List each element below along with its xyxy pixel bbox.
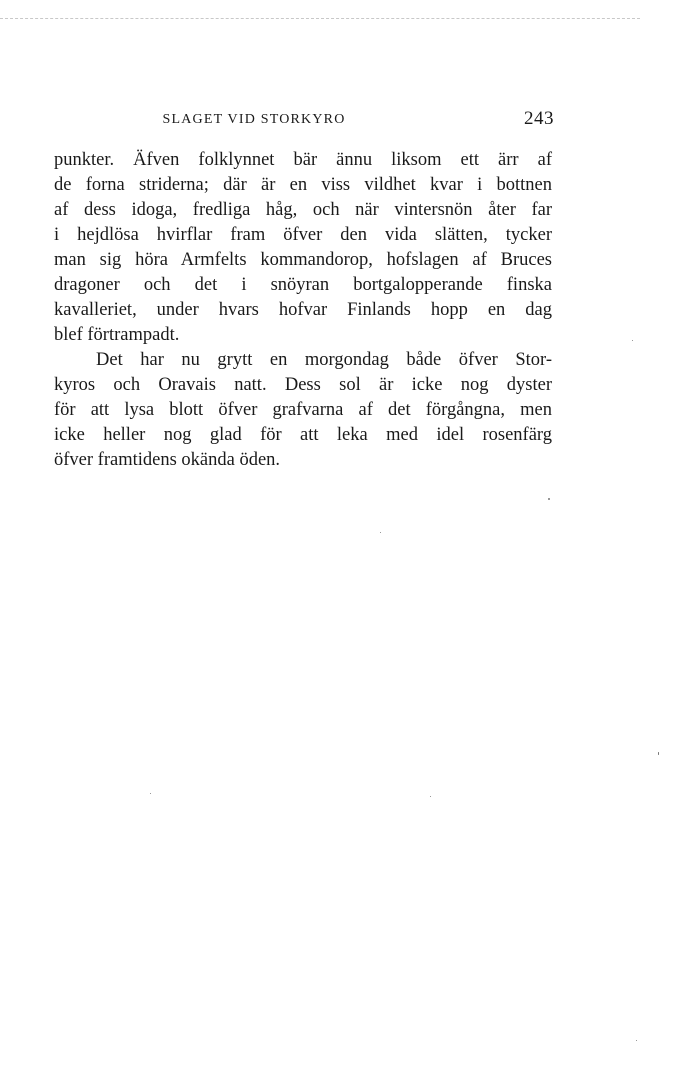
- text-body: [54, 148, 552, 473]
- scan-speck: [380, 532, 381, 533]
- scan-speck: [636, 1040, 637, 1041]
- running-head: [54, 108, 554, 132]
- scan-speck: [548, 498, 550, 500]
- text-line: de forna striderna; där är en viss vildhet kvar i bottnen: [54, 175, 552, 195]
- running-title: SLAGET VID STORKYRO: [162, 112, 346, 127]
- text-line: icke heller nog glad för att leka med idel rosenfärg: [54, 425, 552, 445]
- text-line: dragoner och det i snöyran bortgalopperande finska: [54, 275, 552, 295]
- text-line: punkter. Äfven folklynnet bär ännu liksom ett ärr af: [54, 150, 552, 170]
- text-line: af dess idoga, fredliga håg, och när vintersnön åter far: [54, 200, 552, 220]
- text-line: Det har nu grytt en morgondag både öfver Stor-: [96, 350, 552, 370]
- page-number: 243: [524, 108, 554, 129]
- text-line: kavalleriet, under hvars hofvar Finlands hopp en dag: [54, 300, 552, 320]
- text-line: i hejdlösa hvirflar fram öfver den vida slätten, tycker: [54, 225, 552, 245]
- text-line: blef förtrampadt.: [54, 325, 180, 345]
- text-line: man sig höra Armfelts kommandorop, hofslagen af Bruces: [54, 250, 552, 270]
- text-line: för att lysa blott öfver grafvarna af det förgångna, men: [54, 400, 552, 420]
- scan-speck: [632, 340, 633, 341]
- scan-edge-line: [0, 18, 640, 19]
- text-line: öfver framtidens okända öden.: [54, 450, 281, 470]
- scan-speck: [658, 752, 659, 755]
- scan-speck: [430, 796, 431, 797]
- scan-speck: [150, 793, 151, 794]
- text-line: kyros och Oravais natt. Dess sol är icke nog dyster: [54, 375, 552, 395]
